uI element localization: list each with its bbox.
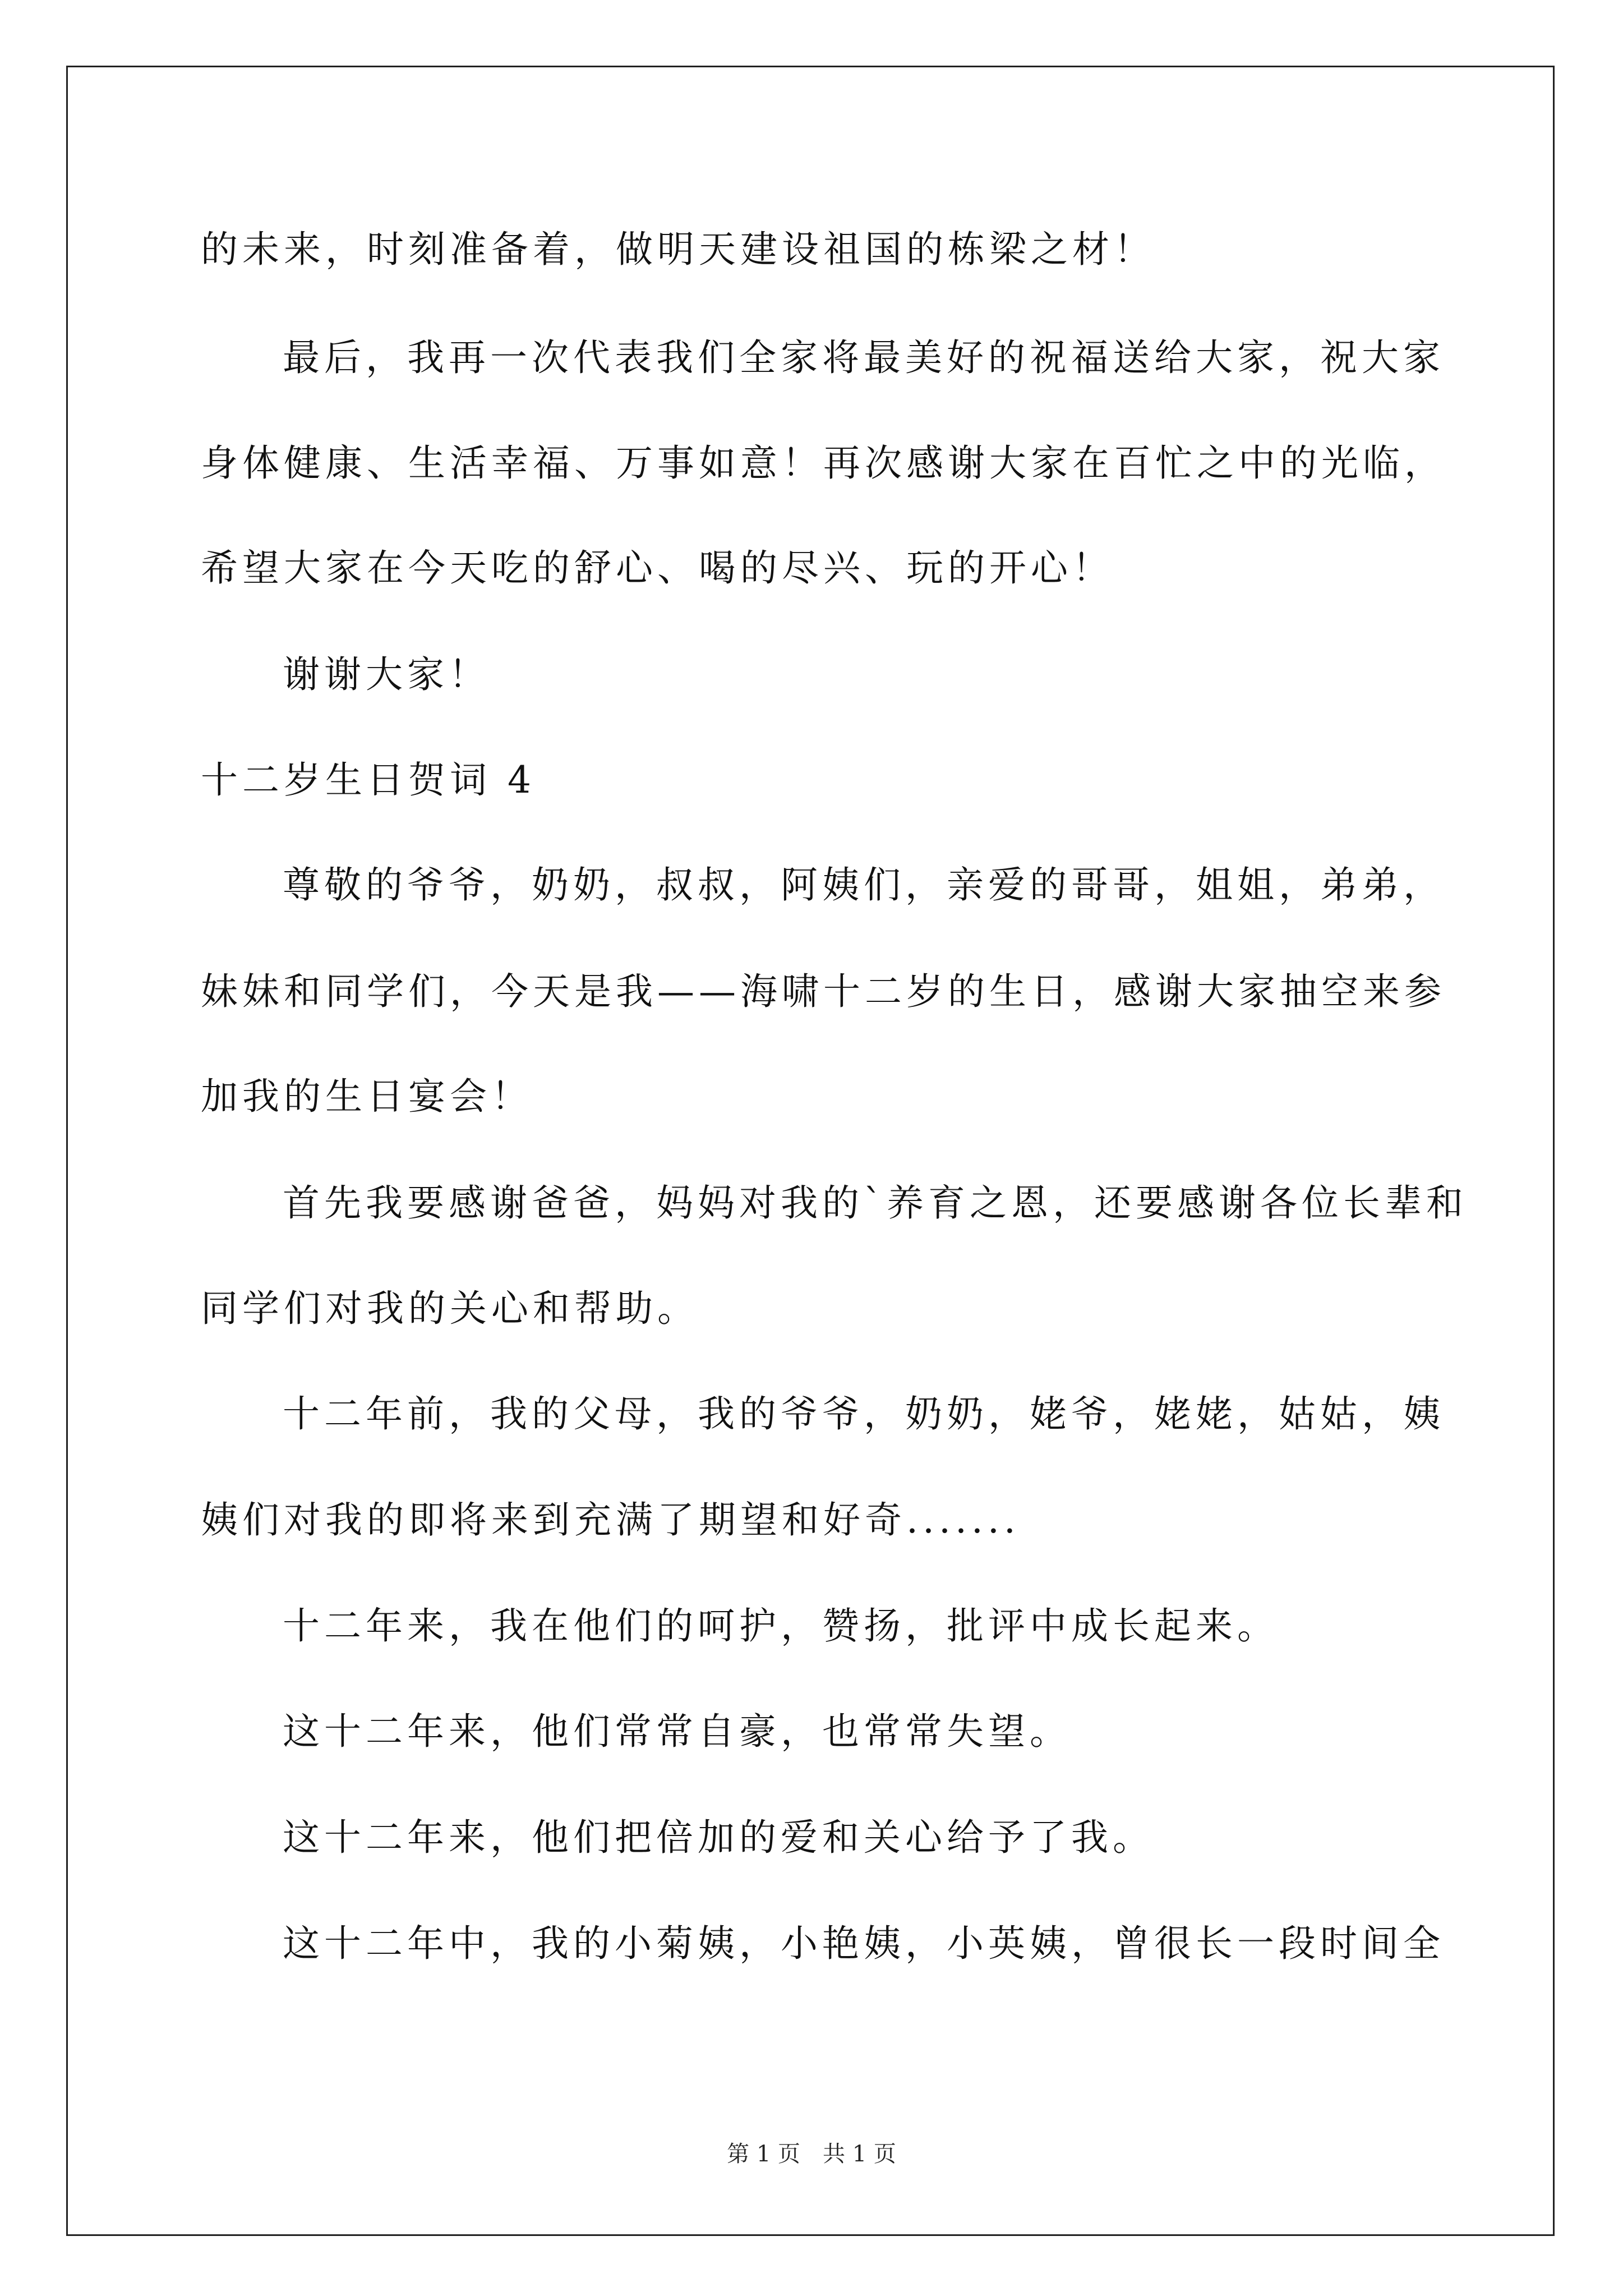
text-line: 这十二年来，他们常常自豪，也常常失望。 [283,1710,1071,1753]
text-line: 最后，我再一次代表我们全家将最美好的祝福送给大家，祝大家 [283,336,1445,379]
text-line: 这十二年中，我的小菊姨，小艳姨，小英姨，曾很长一段时间全 [283,1922,1445,1965]
page-footer: 第 1 页 共 1 页 [727,2141,896,2167]
section-heading: 十二岁生日贺词 4 [201,758,536,802]
text-line: 谢谢大家！ [283,653,490,696]
page-border [66,66,1555,2236]
text-line: 的未来，时刻准备着，做明天建设祖国的栋梁之材！ [201,228,1155,271]
text-line: 加我的生日宴会！ [201,1075,533,1118]
text-line: 尊敬的爷爷，奶奶，叔叔，阿姨们，亲爱的哥哥，姐姐，弟弟， [283,863,1445,907]
text-line: 妹妹和同学们，今天是我——海啸十二岁的生日，感谢大家抽空来参 [201,970,1446,1013]
text-line: 同学们对我的关心和帮助。 [201,1287,699,1330]
text-line: 希望大家在今天吃的舒心、喝的尽兴、玩的开心！ [201,546,1114,590]
text-line: 姨们对我的即将来到充满了期望和好奇....... [201,1498,1020,1542]
text-line: 身体健康、生活幸福、万事如意！再次感谢大家在百忙之中的光临， [201,441,1446,485]
text-line: 首先我要感谢爸爸，妈妈对我的`养育之恩，还要感谢各位长辈和 [283,1181,1468,1225]
text-line: 十二年来，我在他们的呵护，赞扬，批评中成长起来。 [283,1604,1279,1648]
text-line: 十二年前，我的父母，我的爷爷，奶奶，姥爷，姥姥，姑姑，姨 [283,1392,1445,1435]
text-line: 这十二年来，他们把倍加的爱和关心给予了我。 [283,1816,1154,1859]
